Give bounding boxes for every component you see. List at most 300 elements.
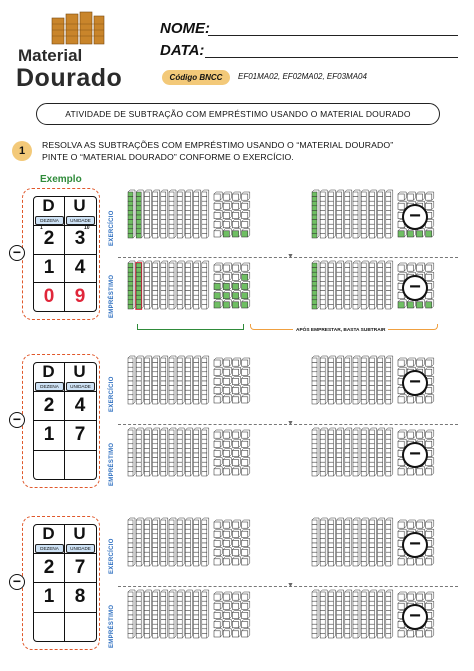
unit-cube[interactable] [232,263,240,271]
unit-cube[interactable] [416,520,424,528]
unit-cube[interactable] [242,376,250,384]
ten-rod[interactable] [161,190,168,238]
ten-rod[interactable] [128,518,135,566]
unit-cube[interactable] [407,592,415,600]
unit-cube[interactable] [232,395,240,403]
unit-cube[interactable] [407,520,415,528]
ten-rod[interactable] [386,356,393,404]
unit-cube[interactable] [223,376,231,384]
ten-rod[interactable] [361,428,368,476]
unit-cube[interactable] [223,529,231,537]
unit-cube[interactable] [223,358,231,366]
unit-cube[interactable] [214,263,222,271]
ten-rod[interactable] [337,261,344,309]
ten-rod[interactable] [194,261,201,309]
ten-rod[interactable] [144,590,151,638]
unit-cube[interactable] [214,291,222,299]
ten-rod[interactable] [185,518,192,566]
unit-cube[interactable] [214,538,222,546]
unit-cube[interactable] [416,467,424,475]
ten-rod[interactable] [386,190,393,238]
ten-rod[interactable] [328,261,335,309]
ten-rod[interactable] [361,261,368,309]
ten-rod[interactable] [169,428,176,476]
unit-cube[interactable] [242,448,250,456]
unit-cube[interactable] [232,300,240,308]
unit-cube[interactable] [242,210,250,218]
ten-rod[interactable] [378,190,385,238]
ten-rod[interactable] [144,356,151,404]
unit-cube[interactable] [407,557,415,565]
unit-cube[interactable] [232,386,240,394]
unit-cube[interactable] [214,201,222,209]
ten-rod[interactable] [353,428,360,476]
ten-rod[interactable] [345,356,352,404]
unit-cube[interactable] [242,538,250,546]
unit-cube[interactable] [416,300,424,308]
ten-rod[interactable] [328,190,335,238]
ten-rod[interactable] [361,356,368,404]
result-digit[interactable] [34,615,64,637]
unit-cube[interactable] [223,281,231,289]
unit-cube[interactable] [232,529,240,537]
unit-cube[interactable] [214,386,222,394]
unit-cube[interactable] [232,272,240,280]
ten-rod[interactable] [386,261,393,309]
ten-rod[interactable] [202,190,209,238]
unit-cube[interactable] [242,529,250,537]
unit-cube[interactable] [223,300,231,308]
unit-cube[interactable] [426,263,434,271]
ten-rod[interactable] [353,261,360,309]
result-digit[interactable]: 0 [43,285,55,307]
unit-cube[interactable] [426,629,434,637]
unit-cube[interactable] [223,448,231,456]
ten-rod[interactable] [369,190,376,238]
unit-cube[interactable] [214,629,222,637]
unit-cube[interactable] [223,192,231,200]
unit-cube[interactable] [242,272,250,280]
unit-cube[interactable] [232,458,240,466]
unit-cube[interactable] [223,520,231,528]
unit-cube[interactable] [407,467,415,475]
ten-rod[interactable] [153,190,160,238]
unit-cube[interactable] [223,538,231,546]
unit-cube[interactable] [416,358,424,366]
unit-cube[interactable] [214,548,222,556]
unit-cube[interactable] [232,367,240,375]
ten-rod[interactable] [345,590,352,638]
ten-rod[interactable] [369,428,376,476]
ten-rod[interactable] [320,590,327,638]
result-digit[interactable]: 9 [74,285,86,307]
unit-cube[interactable] [398,592,406,600]
unit-cube[interactable] [223,629,231,637]
ten-rod[interactable] [378,261,385,309]
ten-rod[interactable] [194,190,201,238]
ten-rod[interactable] [312,356,319,404]
ten-rod[interactable] [185,356,192,404]
ten-rod[interactable] [369,356,376,404]
ten-rod[interactable] [136,261,143,309]
ten-rod[interactable] [345,428,352,476]
unit-cube[interactable] [242,395,250,403]
ten-rod[interactable] [202,356,209,404]
unit-cube[interactable] [232,220,240,228]
ten-rod[interactable] [353,590,360,638]
unit-cube[interactable] [223,201,231,209]
ten-rod[interactable] [136,518,143,566]
ten-rod[interactable] [128,356,135,404]
unit-cube[interactable] [223,291,231,299]
unit-cube[interactable] [232,281,240,289]
unit-cube[interactable] [214,610,222,618]
ten-rod[interactable] [128,261,135,309]
unit-cube[interactable] [214,272,222,280]
unit-cube[interactable] [232,601,240,609]
unit-cube[interactable] [214,229,222,237]
unit-cube[interactable] [214,520,222,528]
nome-field[interactable] [208,35,458,36]
unit-cube[interactable] [416,192,424,200]
unit-cube[interactable] [407,358,415,366]
ten-rod[interactable] [169,356,176,404]
unit-cube[interactable] [232,620,240,628]
ten-rod[interactable] [128,190,135,238]
ten-rod[interactable] [177,356,184,404]
unit-cube[interactable] [214,210,222,218]
ten-rod[interactable] [177,261,184,309]
unit-cube[interactable] [426,592,434,600]
ten-rod[interactable] [153,261,160,309]
unit-cube[interactable] [407,430,415,438]
ten-rod[interactable] [144,190,151,238]
unit-cube[interactable] [242,220,250,228]
ten-rod[interactable] [128,428,135,476]
ten-rod[interactable] [194,428,201,476]
unit-cube[interactable] [223,386,231,394]
ten-rod[interactable] [153,428,160,476]
unit-cube[interactable] [426,439,434,447]
ten-rod[interactable] [194,590,201,638]
unit-cube[interactable] [223,467,231,475]
unit-cube[interactable] [398,263,406,271]
unit-cube[interactable] [214,281,222,289]
unit-cube[interactable] [214,601,222,609]
unit-cube[interactable] [214,192,222,200]
unit-cube[interactable] [232,229,240,237]
ten-rod[interactable] [337,356,344,404]
unit-cube[interactable] [232,629,240,637]
unit-cube[interactable] [426,272,434,280]
ten-rod[interactable] [153,356,160,404]
unit-cube[interactable] [214,220,222,228]
unit-cube[interactable] [426,601,434,609]
ten-rod[interactable] [136,428,143,476]
ten-rod[interactable] [361,518,368,566]
unit-cube[interactable] [214,395,222,403]
ten-rod[interactable] [144,261,151,309]
ten-rod[interactable] [169,190,176,238]
ten-rod[interactable] [328,518,335,566]
unit-cube[interactable] [242,610,250,618]
unit-cube[interactable] [242,229,250,237]
unit-cube[interactable] [214,458,222,466]
unit-cube[interactable] [416,263,424,271]
unit-cube[interactable] [223,610,231,618]
unit-cube[interactable] [242,601,250,609]
ten-rod[interactable] [185,590,192,638]
unit-cube[interactable] [242,548,250,556]
unit-cube[interactable] [426,229,434,237]
unit-cube[interactable] [416,592,424,600]
ten-rod[interactable] [161,428,168,476]
unit-cube[interactable] [223,395,231,403]
unit-cube[interactable] [232,210,240,218]
unit-cube[interactable] [214,430,222,438]
result-digit[interactable] [65,453,95,475]
unit-cube[interactable] [426,529,434,537]
unit-cube[interactable] [242,439,250,447]
unit-cube[interactable] [223,367,231,375]
unit-cube[interactable] [223,592,231,600]
ten-rod[interactable] [169,590,176,638]
ten-rod[interactable] [378,428,385,476]
unit-cube[interactable] [398,192,406,200]
ten-rod[interactable] [337,190,344,238]
unit-cube[interactable] [426,430,434,438]
unit-cube[interactable] [223,430,231,438]
unit-cube[interactable] [232,448,240,456]
unit-cube[interactable] [426,467,434,475]
unit-cube[interactable] [416,557,424,565]
unit-cube[interactable] [398,358,406,366]
unit-cube[interactable] [242,386,250,394]
ten-rod[interactable] [202,261,209,309]
unit-cube[interactable] [214,367,222,375]
ten-rod[interactable] [153,518,160,566]
ten-rod[interactable] [185,190,192,238]
unit-cube[interactable] [426,557,434,565]
ten-rod[interactable] [185,261,192,309]
ten-rod[interactable] [128,590,135,638]
ten-rod[interactable] [144,518,151,566]
unit-cube[interactable] [242,520,250,528]
ten-rod[interactable] [136,356,143,404]
unit-cube[interactable] [232,358,240,366]
unit-cube[interactable] [398,467,406,475]
unit-cube[interactable] [416,229,424,237]
ten-rod[interactable] [177,190,184,238]
unit-cube[interactable] [214,557,222,565]
ten-rod[interactable] [378,356,385,404]
unit-cube[interactable] [242,592,250,600]
unit-cube[interactable] [242,629,250,637]
data-field[interactable] [205,57,458,58]
ten-rod[interactable] [361,190,368,238]
unit-cube[interactable] [232,192,240,200]
unit-cube[interactable] [232,430,240,438]
ten-rod[interactable] [312,428,319,476]
unit-cube[interactable] [242,192,250,200]
unit-cube[interactable] [242,281,250,289]
unit-cube[interactable] [232,376,240,384]
ten-rod[interactable] [337,590,344,638]
ten-rod[interactable] [361,590,368,638]
ten-rod[interactable] [353,518,360,566]
unit-cube[interactable] [242,367,250,375]
ten-rod[interactable] [320,518,327,566]
unit-cube[interactable] [416,629,424,637]
ten-rod[interactable] [378,518,385,566]
unit-cube[interactable] [398,395,406,403]
ten-rod[interactable] [312,590,319,638]
unit-cube[interactable] [398,300,406,308]
unit-cube[interactable] [398,629,406,637]
ten-rod[interactable] [386,590,393,638]
unit-cube[interactable] [223,458,231,466]
unit-cube[interactable] [232,592,240,600]
ten-rod[interactable] [202,428,209,476]
unit-cube[interactable] [214,592,222,600]
unit-cube[interactable] [242,263,250,271]
unit-cube[interactable] [223,620,231,628]
unit-cube[interactable] [416,430,424,438]
ten-rod[interactable] [312,518,319,566]
ten-rod[interactable] [194,356,201,404]
unit-cube[interactable] [242,430,250,438]
unit-cube[interactable] [426,395,434,403]
ten-rod[interactable] [320,356,327,404]
unit-cube[interactable] [416,395,424,403]
unit-cube[interactable] [214,376,222,384]
ten-rod[interactable] [320,428,327,476]
ten-rod[interactable] [161,518,168,566]
unit-cube[interactable] [232,439,240,447]
ten-rod[interactable] [185,428,192,476]
ten-rod[interactable] [386,428,393,476]
unit-cube[interactable] [214,300,222,308]
ten-rod[interactable] [369,518,376,566]
unit-cube[interactable] [223,601,231,609]
ten-rod[interactable] [353,190,360,238]
ten-rod[interactable] [312,261,319,309]
ten-rod[interactable] [177,428,184,476]
ten-rod[interactable] [328,428,335,476]
ten-rod[interactable] [177,518,184,566]
unit-cube[interactable] [232,557,240,565]
unit-cube[interactable] [223,548,231,556]
ten-rod[interactable] [328,590,335,638]
ten-rod[interactable] [345,261,352,309]
ten-rod[interactable] [328,356,335,404]
ten-rod[interactable] [161,261,168,309]
unit-cube[interactable] [214,358,222,366]
unit-cube[interactable] [242,458,250,466]
ten-rod[interactable] [202,518,209,566]
unit-cube[interactable] [398,430,406,438]
ten-rod[interactable] [312,190,319,238]
unit-cube[interactable] [426,192,434,200]
unit-cube[interactable] [223,557,231,565]
unit-cube[interactable] [223,210,231,218]
ten-rod[interactable] [320,190,327,238]
unit-cube[interactable] [232,538,240,546]
unit-cube[interactable] [223,272,231,280]
unit-cube[interactable] [398,520,406,528]
ten-rod[interactable] [369,261,376,309]
ten-rod[interactable] [353,356,360,404]
unit-cube[interactable] [426,358,434,366]
unit-cube[interactable] [242,467,250,475]
unit-cube[interactable] [426,300,434,308]
unit-cube[interactable] [223,439,231,447]
result-digit[interactable] [65,615,95,637]
unit-cube[interactable] [223,220,231,228]
unit-cube[interactable] [407,629,415,637]
unit-cube[interactable] [214,448,222,456]
ten-rod[interactable] [337,518,344,566]
unit-cube[interactable] [407,229,415,237]
ten-rod[interactable] [136,190,143,238]
unit-cube[interactable] [232,201,240,209]
ten-rod[interactable] [378,590,385,638]
unit-cube[interactable] [426,520,434,528]
ten-rod[interactable] [345,190,352,238]
unit-cube[interactable] [407,300,415,308]
unit-cube[interactable] [223,229,231,237]
unit-cube[interactable] [214,620,222,628]
unit-cube[interactable] [214,467,222,475]
unit-cube[interactable] [232,610,240,618]
ten-rod[interactable] [337,428,344,476]
ten-rod[interactable] [194,518,201,566]
unit-cube[interactable] [426,367,434,375]
ten-rod[interactable] [177,590,184,638]
ten-rod[interactable] [345,518,352,566]
ten-rod[interactable] [169,261,176,309]
unit-cube[interactable] [232,291,240,299]
unit-cube[interactable] [407,192,415,200]
unit-cube[interactable] [242,300,250,308]
unit-cube[interactable] [214,439,222,447]
ten-rod[interactable] [320,261,327,309]
ten-rod[interactable] [136,590,143,638]
unit-cube[interactable] [426,201,434,209]
ten-rod[interactable] [202,590,209,638]
ten-rod[interactable] [386,518,393,566]
result-digit[interactable] [34,453,64,475]
unit-cube[interactable] [407,263,415,271]
unit-cube[interactable] [242,358,250,366]
unit-cube[interactable] [214,529,222,537]
unit-cube[interactable] [407,395,415,403]
unit-cube[interactable] [398,229,406,237]
unit-cube[interactable] [242,620,250,628]
unit-cube[interactable] [232,548,240,556]
unit-cube[interactable] [242,291,250,299]
ten-rod[interactable] [369,590,376,638]
unit-cube[interactable] [232,520,240,528]
ten-rod[interactable] [153,590,160,638]
ten-rod[interactable] [161,356,168,404]
ten-rod[interactable] [169,518,176,566]
ten-rod[interactable] [144,428,151,476]
ten-rod[interactable] [161,590,168,638]
unit-cube[interactable] [223,263,231,271]
unit-cube[interactable] [398,557,406,565]
unit-cube[interactable] [242,201,250,209]
